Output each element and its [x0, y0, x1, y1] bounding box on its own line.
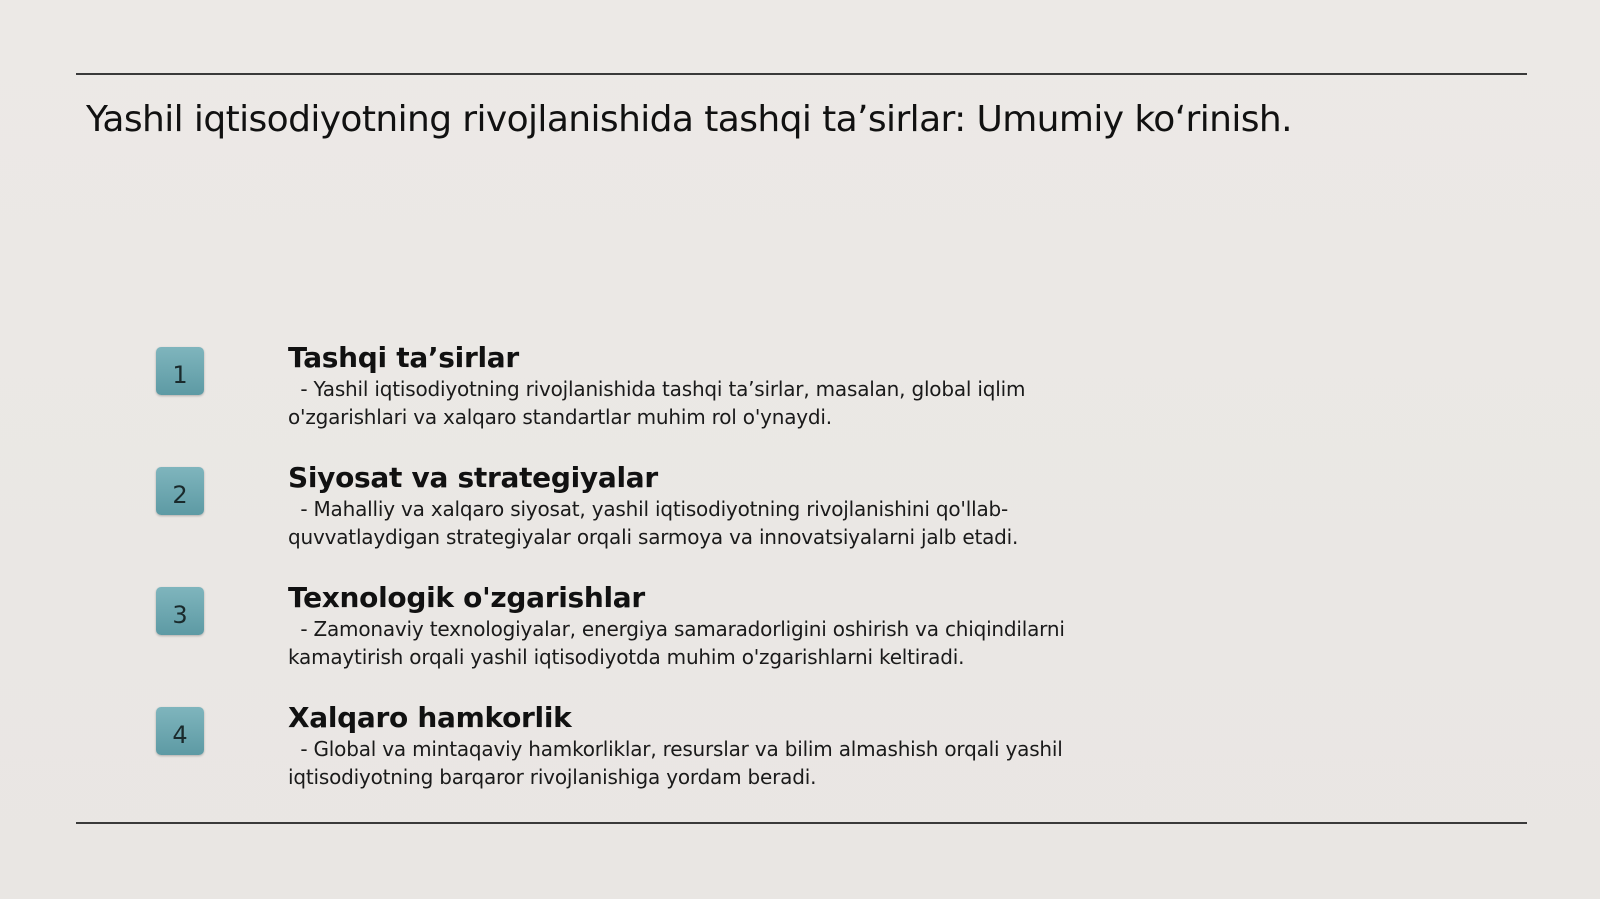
item-description: - Zamonaviy texnologiyalar, energiya samaradorligini oshirish va chiqindilarni kamaytirish orqali yashil iqtisodiyotda muhim o'zgarishlarni keltiradi.	[288, 617, 1071, 669]
bottom-divider	[76, 822, 1527, 824]
item-description: - Global va mintaqaviy hamkorliklar, resurslar va bilim almashish orqali yashil iqtisodiyotning barqaror rivojlanishiga yordam beradi.	[288, 737, 1069, 789]
item-content-2	[288, 461, 1138, 551]
item-heading: Texnologik o'zgarishlar	[288, 581, 645, 614]
number-badge-1	[156, 347, 204, 395]
number-badge-2	[156, 467, 204, 515]
slide-title: Yashil iqtisodiyotning rivojlanishida tashqi ta’sirlar: Umumiy ko‘rinish.	[86, 99, 1292, 140]
item-heading: Tashqi ta’sirlar	[288, 341, 519, 374]
item-heading: Siyosat va strategiyalar	[288, 461, 658, 494]
item-heading: Xalqaro hamkorlik	[288, 701, 572, 734]
number-badge-label: 4	[172, 721, 188, 749]
number-badge-label: 3	[172, 601, 188, 629]
item-description: - Yashil iqtisodiyotning rivojlanishida tashqi ta’sirlar, masalan, global iqlim o'zgarishlari va xalqaro standartlar muhim rol o'ynaydi.	[288, 377, 1032, 429]
item-content-3	[288, 581, 1138, 671]
item-description: - Mahalliy va xalqaro siyosat, yashil iqtisodiyotning rivojlanishini qo'llab-quvvatlaydigan strategiyalar orqali sarmoya va innovatsiyalarni jalb etadi.	[288, 497, 1019, 549]
number-badge-label: 1	[172, 361, 188, 389]
item-content-1	[288, 341, 1138, 431]
number-badge-4	[156, 707, 204, 755]
number-badge-3	[156, 587, 204, 635]
number-badge-label: 2	[172, 481, 188, 509]
item-content-4	[288, 701, 1138, 791]
top-divider	[76, 73, 1527, 75]
